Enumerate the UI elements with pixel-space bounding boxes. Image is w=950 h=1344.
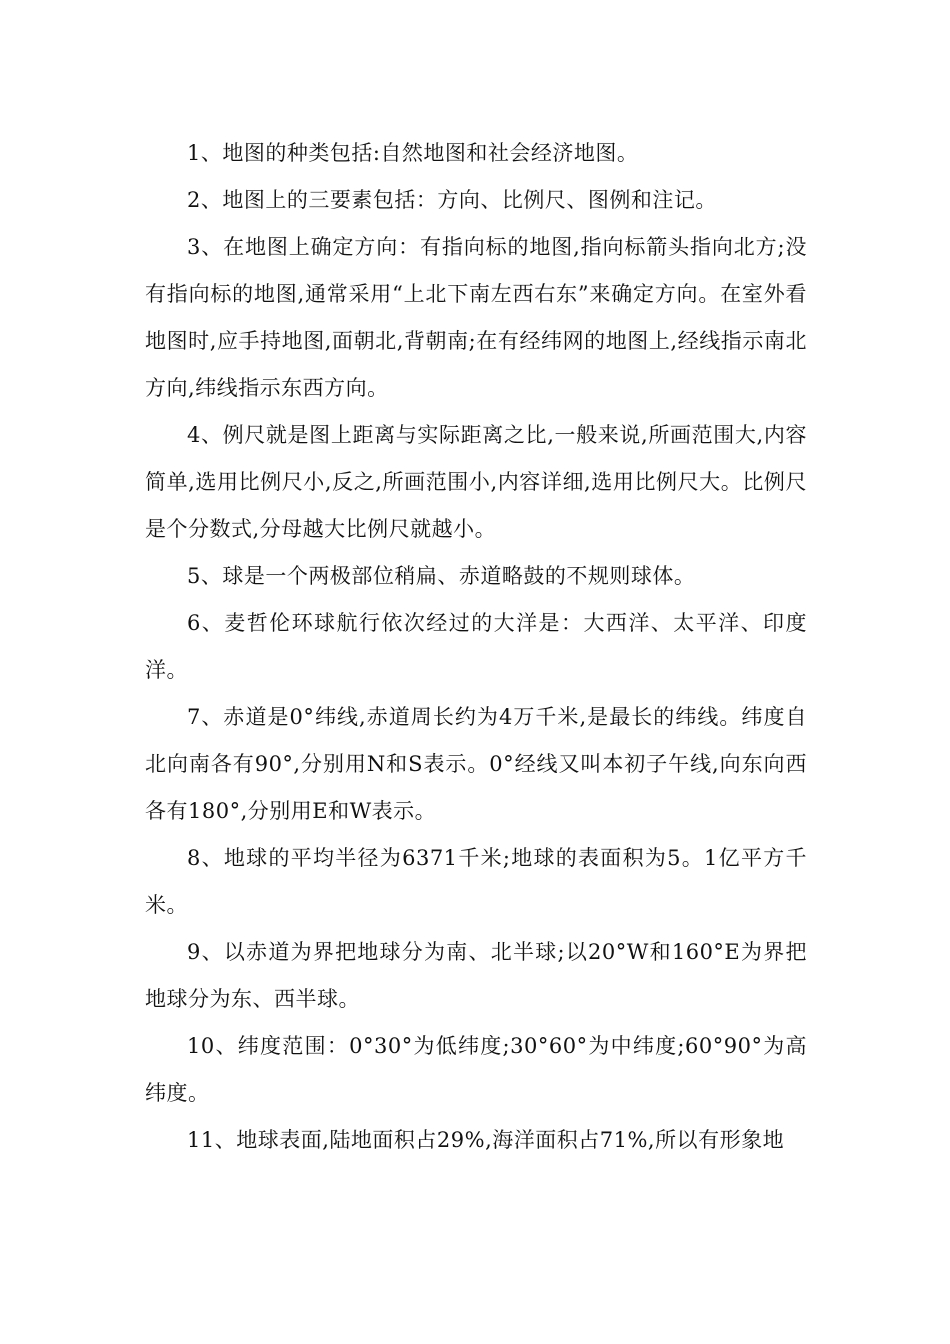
paragraph-10: 10、纬度范围：0°30°为低纬度;30°60°为中纬度;60°90°为高纬度。 <box>145 1034 807 1105</box>
paragraph-4: 4、例尺就是图上距离与实际距离之比,一般来说,所画范围大,内容简单,选用比例尺小,反之,所画范围小,内容详细,选用比例尺大。比例尺是个分数式,分母越大比例尺就越小。 <box>145 423 807 541</box>
paragraph-11: 11、地球表面,陆地面积占29%,海洋面积占71%,所以有形象地 <box>187 1128 785 1152</box>
paragraph-5: 5、球是一个两极部位稍扁、赤道略鼓的不规则球体。 <box>187 564 696 588</box>
document-body <box>145 130 807 1164</box>
paragraph-8: 8、地球的平均半径为6371千米;地球的表面积为5。1亿平方千米。 <box>145 846 807 917</box>
paragraph-6: 6、麦哲伦环球航行依次经过的大洋是：大西洋、太平洋、印度洋。 <box>145 611 807 682</box>
paragraph-7: 7、赤道是0°纬线,赤道周长约为4万千米,是最长的纬线。纬度自北向南各有90°,分别用N和S表示。0°经线又叫本初子午线,向东向西各有180°,分别用E和W表示。 <box>145 705 807 823</box>
paragraph-1: 1、地图的种类包括:自然地图和社会经济地图。 <box>187 141 639 165</box>
paragraph-9: 9、以赤道为界把地球分为南、北半球;以20°W和160°E为界把地球分为东、西半球。 <box>145 940 807 1011</box>
paragraph-2: 2、地图上的三要素包括：方向、比例尺、图例和注记。 <box>187 188 717 212</box>
paragraph-3: 3、在地图上确定方向：有指向标的地图,指向标箭头指向北方;没有指向标的地图,通常采用“上北下南左西右东”来确定方向。在室外看地图时,应手持地图,面朝北,背朝南;在有经纬网的地图上,经线指示南北方向,纬线指示东西方向。 <box>145 235 807 400</box>
